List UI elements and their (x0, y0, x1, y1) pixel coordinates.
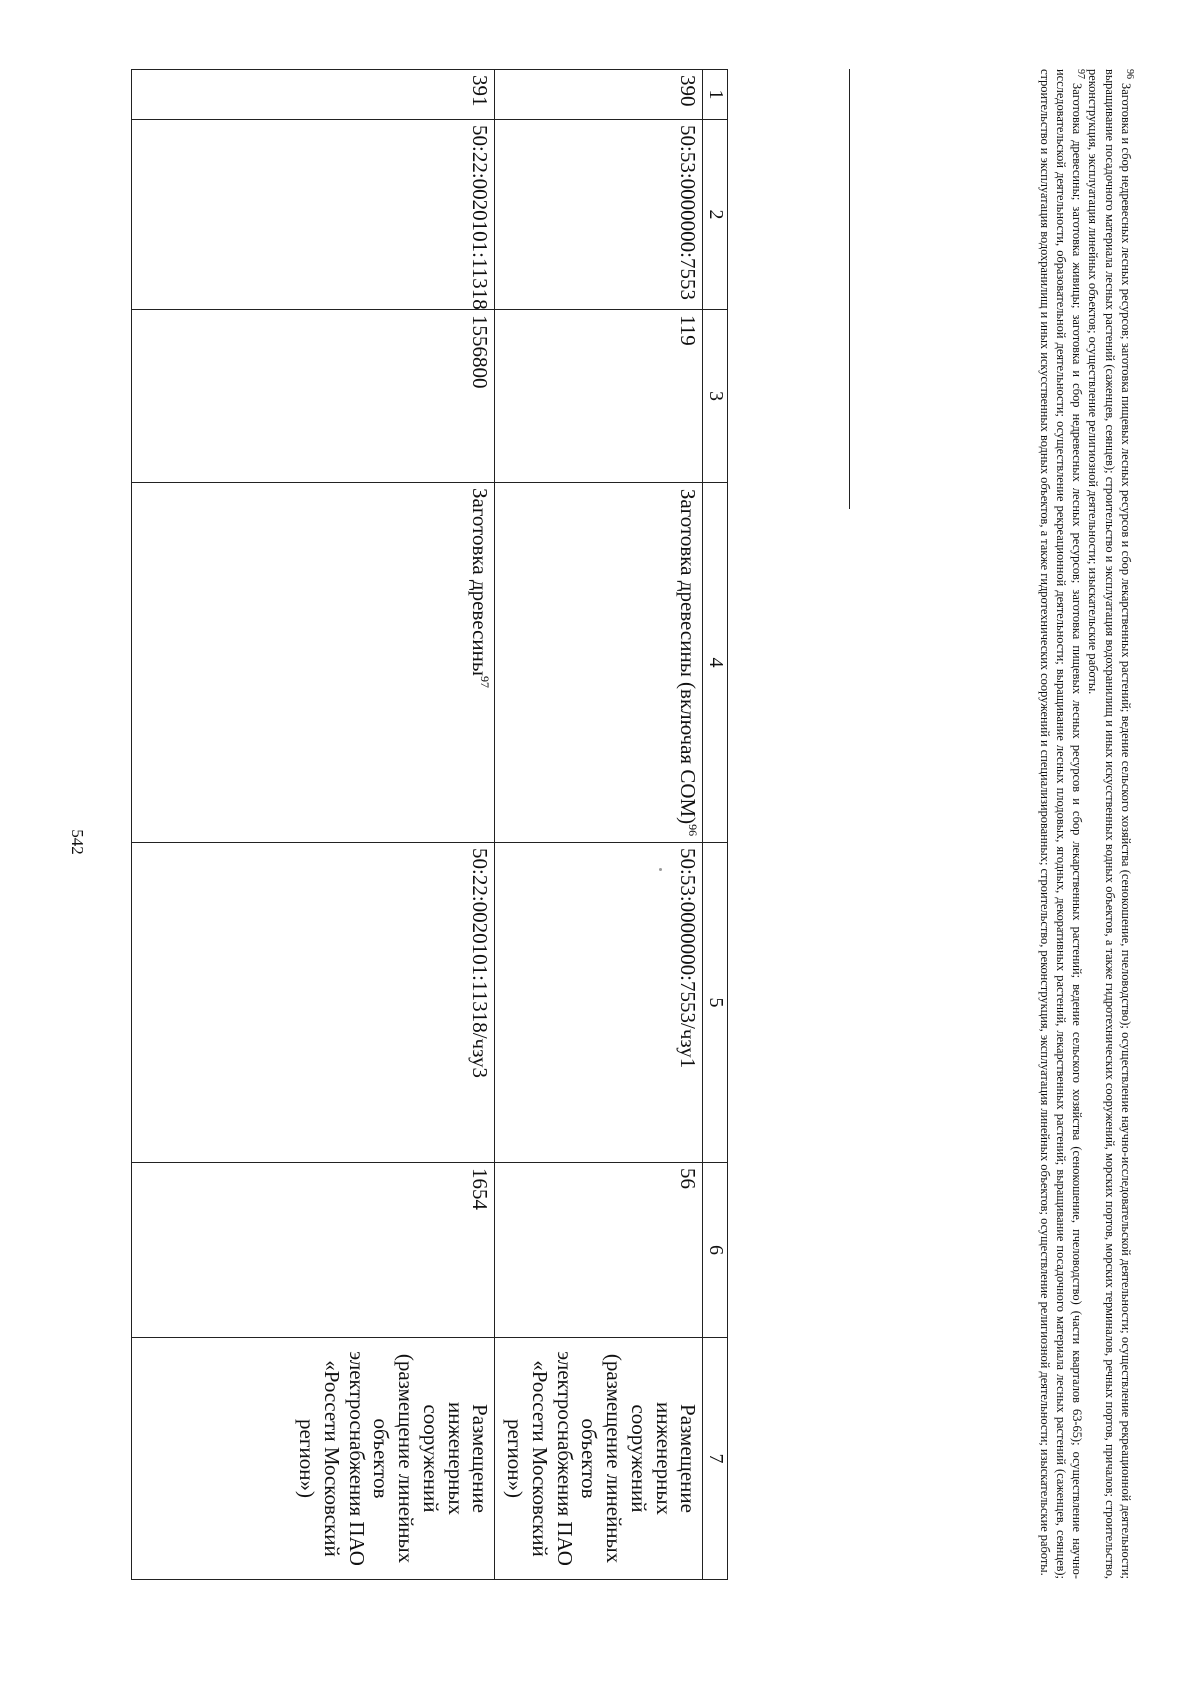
cadastral-number: 50:53:0000000:7553 (495, 120, 703, 310)
header-cell-2: 2 (703, 120, 728, 310)
part-cadastral-number: 50:53:0000000:7553/чзу1 (495, 843, 703, 1163)
part-area-value: 56 (495, 1163, 703, 1338)
footnote-text: Заготовка и сбор недревесных лесных ресурсов; заготовка пищевых лесных ресурсов и сбор лекарственных растений; ведение сельского хозяйства (сенокошение, пчеловодство); осуществление научно-исследовательской деятельности; осуществление рекреационной деятельности; выращивание посадочного материала лесных растений (саженцев, сеянцев); строительство и эксплуатация водохранилищ и иных искусственных водных объектов, а также гидротехнических сооружений, морских портов, морских терминалов, речных портов, причалов; строительство, реконструкция, эксплуатация линейных объектов; осуществление религиозной деятельности; изыскательские работы. (1086, 69, 1133, 1579)
header-row (703, 70, 728, 1580)
purpose-line: «Россети Московский (319, 1360, 344, 1557)
footnote-ref: 96 (686, 824, 701, 837)
forest-use-type (132, 483, 495, 843)
purpose-line: электроснабжения ПАО (344, 1351, 369, 1566)
land-plots-table (131, 69, 728, 1580)
footnote-96 (1085, 69, 1134, 1579)
purpose (495, 1338, 703, 1580)
header-cell-5: 5 (703, 843, 728, 1163)
header-cell-4: 4 (703, 483, 728, 843)
footnote-ref: 97 (478, 675, 493, 688)
purpose-line: сооружений (418, 1404, 443, 1513)
purpose-line: инженерных (651, 1402, 676, 1515)
row-number: 391 (132, 70, 495, 120)
purpose-line: сооружений (626, 1404, 651, 1513)
purpose-line: регион») (295, 1419, 320, 1498)
purpose-line: (размещение линейных (602, 1353, 627, 1564)
purpose-line: (размещение линейных (394, 1353, 419, 1564)
part-area-value: 1654 (132, 1163, 495, 1338)
purpose-line: «Россети Московский (527, 1360, 552, 1557)
footnote-mark: 97 (1075, 69, 1087, 79)
table-row (132, 70, 495, 1580)
scan-speck (659, 868, 662, 871)
header-cell-1: 1 (703, 70, 728, 120)
footnote-separator (849, 69, 850, 509)
cadastral-number: 50:22:0020101:11318 (132, 120, 495, 310)
footnote-97 (1036, 69, 1085, 1579)
purpose-line: регион») (503, 1419, 528, 1498)
purpose-line: объектов (369, 1418, 394, 1499)
purpose-line: инженерных (443, 1402, 468, 1515)
purpose-line: объектов (577, 1418, 602, 1499)
footnote-mark: 96 (1124, 69, 1136, 79)
area-value: 119 (495, 310, 703, 483)
header-cell-7: 7 (703, 1338, 728, 1580)
purpose-line: Размещение (676, 1404, 701, 1513)
purpose (132, 1338, 495, 1580)
footnote-text: Заготовка древесины; заготовка живицы; заготовка и сбор недревесных лесных ресурсов; заготовка пищевых лесных ресурсов и сбор лекарственных растений; ведение сельского хозяйства (сенокошение, пчеловодство) (части кварталов 63-65); осуществление научно- исследовательской деятельности, образовательной деятельности; осуществление рекреационной деятельности; выращивание лесных плодовых, ягодных, декоративных растений, лекарственных растений; выращивание посадочного материала лесных растений (саженцев, сеянцев); строительство и эксплуатация водохранилищ и иных искусственных водных объектов, а также гидротехнических сооружений и специализированных; строительство, реконструкция, эксплуатация линейных объектов; осуществление религиозной деятельности; изыскательские работы. (1037, 69, 1085, 1579)
purpose-line: Размещение (468, 1404, 493, 1513)
purpose-line: электроснабжения ПАО (552, 1351, 577, 1566)
part-cadastral-number: 50:22:0020101:11318/чзу3 (132, 843, 495, 1163)
header-cell-3: 3 (703, 310, 728, 483)
header-cell-6: 6 (703, 1163, 728, 1338)
forest-use-text: Заготовка древесины (468, 488, 493, 676)
page-number: 542 (68, 829, 87, 855)
forest-use-text: Заготовка древесины (включая СОМ) (676, 488, 701, 825)
table-row (495, 70, 703, 1580)
forest-use-type (495, 483, 703, 843)
footnotes (1036, 69, 1134, 1579)
area-value: 1556800 (132, 310, 495, 483)
row-number: 390 (495, 70, 703, 120)
